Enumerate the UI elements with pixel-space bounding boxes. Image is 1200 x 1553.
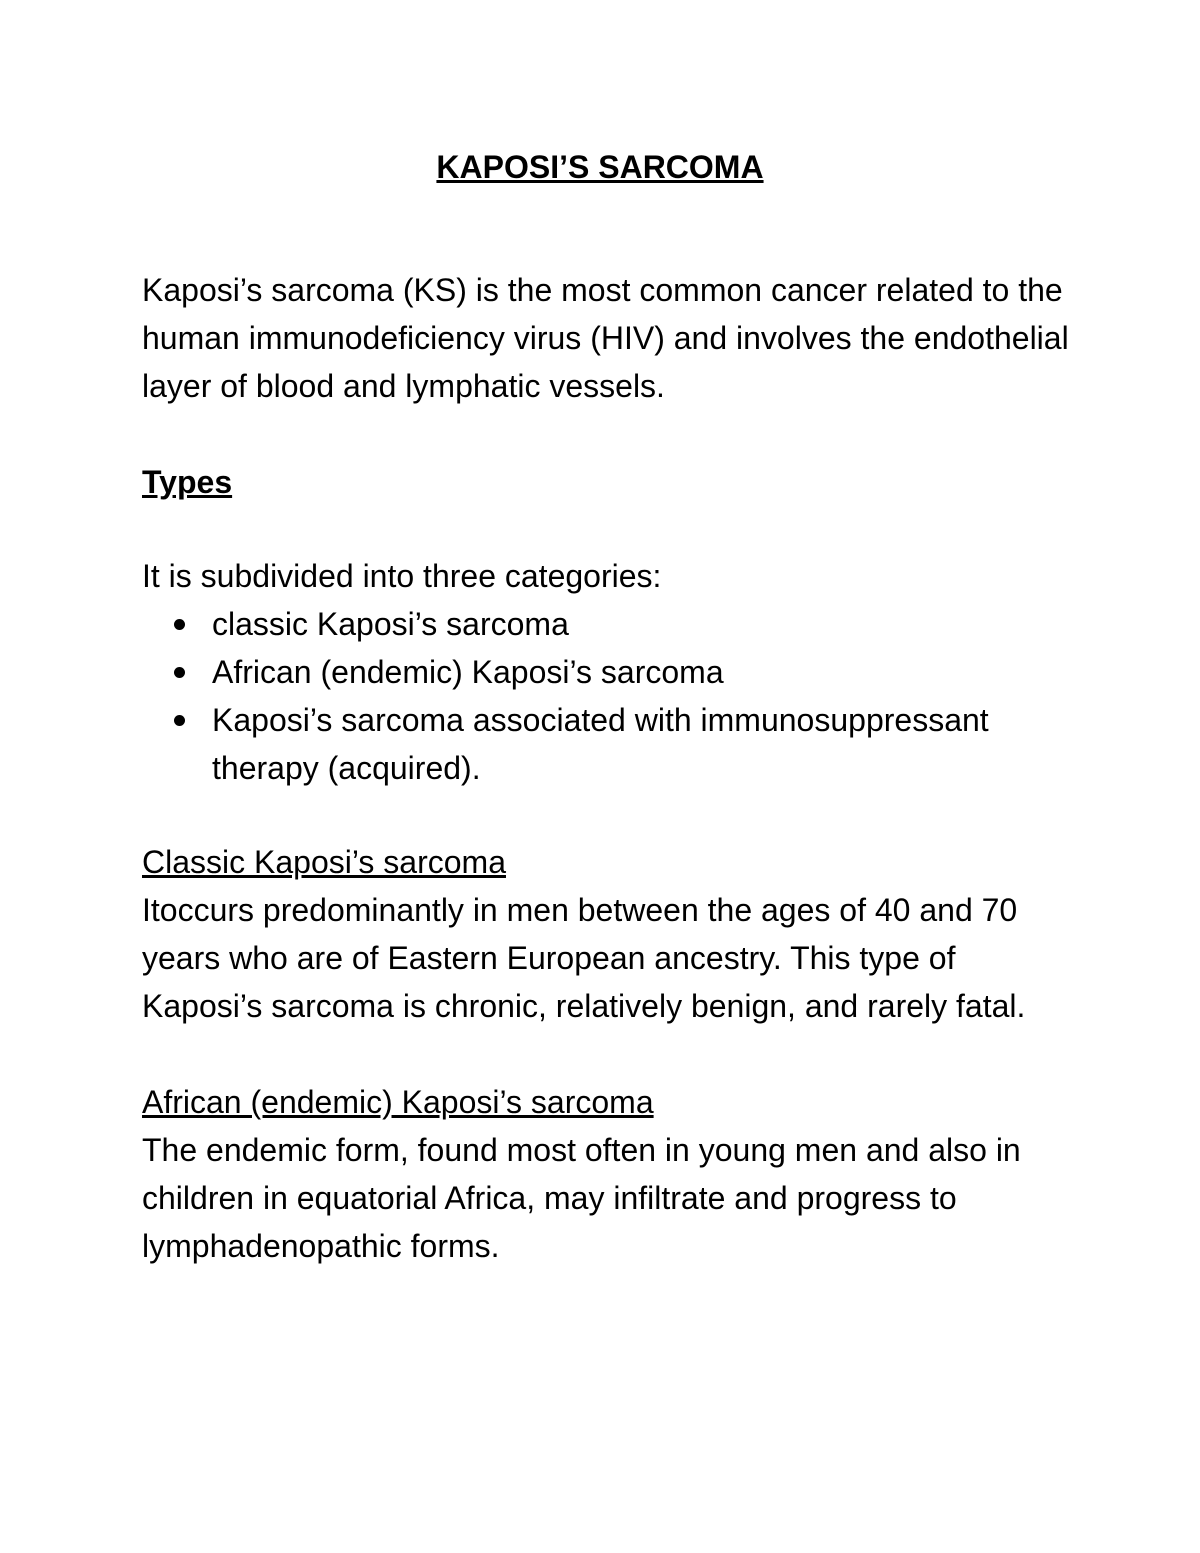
bullet-icon bbox=[174, 619, 185, 630]
list-item bbox=[142, 600, 1072, 648]
list-item bbox=[142, 696, 1072, 792]
category-label: classic Kaposi’s sarcoma bbox=[212, 606, 569, 642]
section-body-classic: Itoccurs predominantly in men between the ages of 40 and 70 years who are of Eastern European ancestry. This type of Kaposi’s sarcoma is chronic, relatively benign, and rarely fatal. bbox=[142, 892, 1026, 1024]
category-label: African (endemic) Kaposi’s sarcoma bbox=[212, 654, 724, 690]
category-list bbox=[142, 600, 1072, 792]
list-item bbox=[142, 648, 1072, 696]
section-body-african: The endemic form, found most often in young men and also in children in equatorial Africa, may infiltrate and progress to lymphadenopathic forms. bbox=[142, 1132, 1021, 1264]
document-body bbox=[142, 142, 1072, 1270]
category-label: Kaposi’s sarcoma associated with immunosuppressant therapy (acquired). bbox=[212, 702, 989, 786]
bullet-icon bbox=[174, 715, 185, 726]
types-intro: It is subdivided into three categories: bbox=[142, 558, 662, 594]
section-heading-african: African (endemic) Kaposi’s sarcoma bbox=[142, 1084, 654, 1120]
bullet-icon bbox=[174, 667, 185, 678]
intro-paragraph: Kaposi’s sarcoma (KS) is the most common cancer related to the human immunodeficiency virus (HIV) and involves the endothelial layer of blood and lymphatic vessels. bbox=[142, 272, 1069, 404]
section-heading-classic: Classic Kaposi’s sarcoma bbox=[142, 844, 506, 880]
types-heading: Types bbox=[142, 464, 233, 500]
document-title: KAPOSI’S SARCOMA bbox=[436, 149, 764, 185]
